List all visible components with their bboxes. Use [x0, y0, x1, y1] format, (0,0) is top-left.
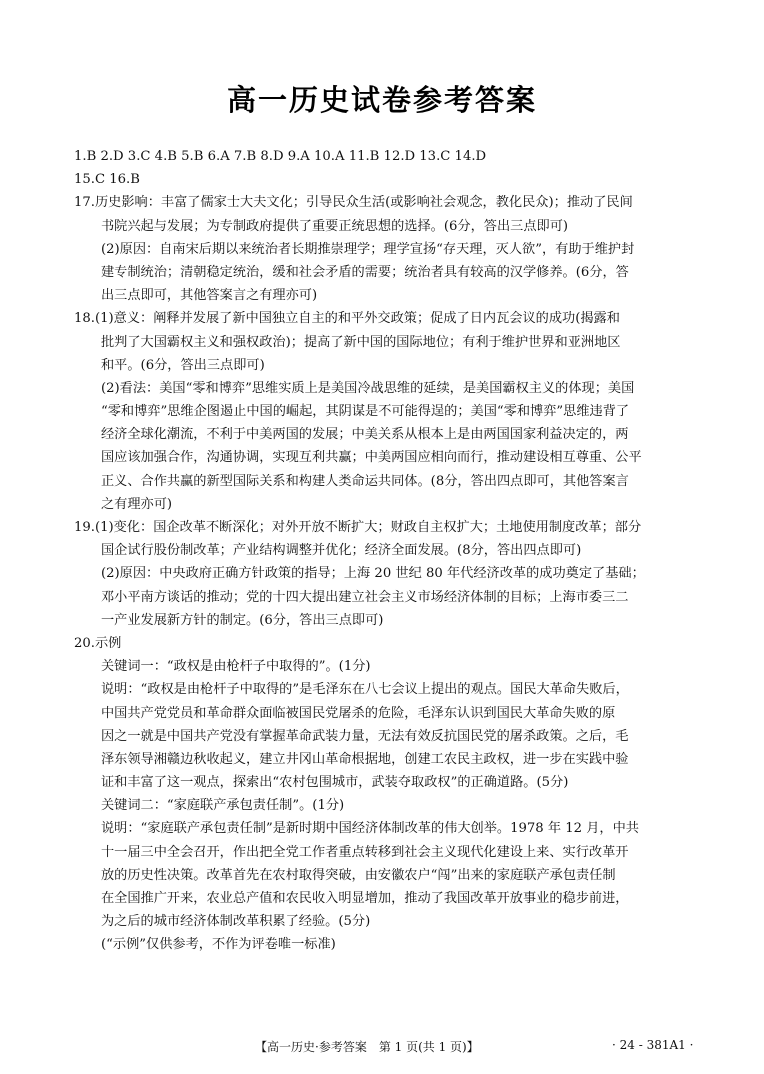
answer-line: 放的历史性决策。改革首先在农村取得突破，由安徽农户“闯”出来的家庭联产承包责任制	[101, 867, 616, 883]
answer-line: 一产业发展新方针的制定。(6分，答出三点即可)	[101, 612, 384, 628]
answer-line: 正义、合作共赢的新型国际关系和构建人类命运共同体。(8分，答出四点即可，其他答案言	[101, 473, 629, 489]
answer-line: 20.示例	[74, 635, 122, 651]
mc-answers-line-1: 1.B 2.D 3.C 4.B 5.B 6.A 7.B 8.D 9.A 10.A 11.B 12.D 13.C 14.D	[74, 149, 487, 164]
answer-line: 17.历史影响：丰富了儒家士大夫文化；引导民众生活(或影响社会观念，教化民众)；推动了民间	[74, 195, 633, 211]
answer-line: 建专制统治；清朝稳定统治，缓和社会矛盾的需要；统治者具有较高的汉学修养。(6分，答	[101, 264, 629, 280]
answer-line: 书院兴起与发展；为专制政府提供了重要正统思想的选择。(6分，答出三点即可)	[101, 218, 569, 234]
footer-doc-code: · 24 - 381A1 ·	[612, 1038, 694, 1052]
answer-line: 十一届三中全会召开，作出把全党工作者重点转移到社会主义现代化建设上来、实行改革开	[101, 844, 629, 860]
answer-line: 泽东领导湘赣边秋收起义，建立井冈山革命根据地，创建工农民主政权，进一步在实践中验	[101, 751, 629, 767]
answer-line: 中国共产党党员和革命群众面临被国民党屠杀的危险，毛泽东认识到国民大革命失败的原	[101, 705, 616, 721]
answer-line: 国企试行股份制改革；产业结构调整并优化；经济全面发展。(8分，答出四点即可)	[101, 543, 582, 559]
answer-line: 说明：“政权是由枪杆子中取得的”是毛泽东在八七会议上提出的观点。国民大革命失败后，	[101, 682, 629, 698]
answer-lines	[74, 191, 694, 956]
mc-answers-line-2: 15.C 16.B	[74, 172, 140, 188]
page-title: 高一历史试卷参考答案	[226, 83, 537, 117]
answer-line: 之有理亦可)	[101, 496, 173, 512]
answer-line: 国应该加强合作，沟通协调，实现互利共赢；中美两国应相向而行，推动建设相互尊重、公平	[101, 450, 642, 466]
answer-line: 18.(1)意义：阐释并发展了新中国独立自主的和平外交政策；促成了日内瓦会议的成功(揭露和	[74, 311, 620, 327]
answer-line: “零和博弈”思维企图遏止中国的崛起，其阴谋是不可能得逞的；美国“零和博弈”思维违背了	[101, 404, 630, 420]
answer-content	[74, 145, 694, 957]
footer-page-info: 【高一历史·参考答案 第 1 页(共 1 页)】	[255, 1040, 479, 1054]
answer-line: (2)看法：美国“零和博弈”思维实质上是美国冷战思维的延续，是美国霸权主义的体现；美国	[101, 380, 635, 396]
answer-line: 说明：“家庭联产承包责任制”是新时期中国经济体制改革的伟大创举。1978 年 12 月，中共	[101, 821, 639, 837]
answer-line: 批判了大国霸权主义和强权政治)；提高了新中国的国际地位；有利于维护世界和亚洲地区	[101, 334, 621, 350]
answer-line: 因之一就是中国共产党没有掌握革命武装力量，无法有效反抗国民党的屠杀政策。之后，毛	[101, 728, 629, 744]
answer-line: (2)原因：自南宋后期以来统治者长期推崇理学；理学宣扬“存天理，灭人欲”，有助于维护封	[101, 241, 635, 257]
answer-line: 关键词二：“家庭联产承包责任制”。(1分)	[101, 798, 345, 814]
page-footer	[0, 1038, 764, 1058]
answer-line: 邓小平南方谈话的推动；党的十四大提出建立社会主义市场经济体制的目标；上海市委三二	[101, 589, 629, 605]
answer-line: 为之后的城市经济体制改革积累了经验。(5分)	[101, 914, 371, 930]
answer-line: 和平。(6分，答出三点即可)	[101, 357, 265, 373]
answer-line: 出三点即可，其他答案言之有理亦可)	[101, 288, 318, 304]
answer-line: (“示例”仅供参考，不作为评卷唯一标准)	[101, 937, 336, 953]
answer-line: 经济全球化潮流，不利于中美两国的发展；中美关系从根本上是由两国国家利益决定的，两	[101, 427, 629, 443]
answer-line: (2)原因：中央政府正确方针政策的指导；上海 20 世纪 80 年代经济改革的成功奠定了基础；	[101, 566, 645, 582]
answer-line: 19.(1)变化：国企改革不断深化；对外开放不断扩大；财政自主权扩大；土地使用制度改革；部分	[74, 520, 642, 535]
answer-line: 证和丰富了这一观点，探索出“农村包围城市，武装夺取政权”的正确道路。(5分)	[101, 775, 569, 791]
answer-line: 关键词一：“政权是由枪杆子中取得的”。(1分)	[101, 659, 371, 675]
answer-line: 在全国推广开来，农业总产值和农民收入明显增加，推动了我国改革开放事业的稳步前进，	[101, 891, 629, 906]
